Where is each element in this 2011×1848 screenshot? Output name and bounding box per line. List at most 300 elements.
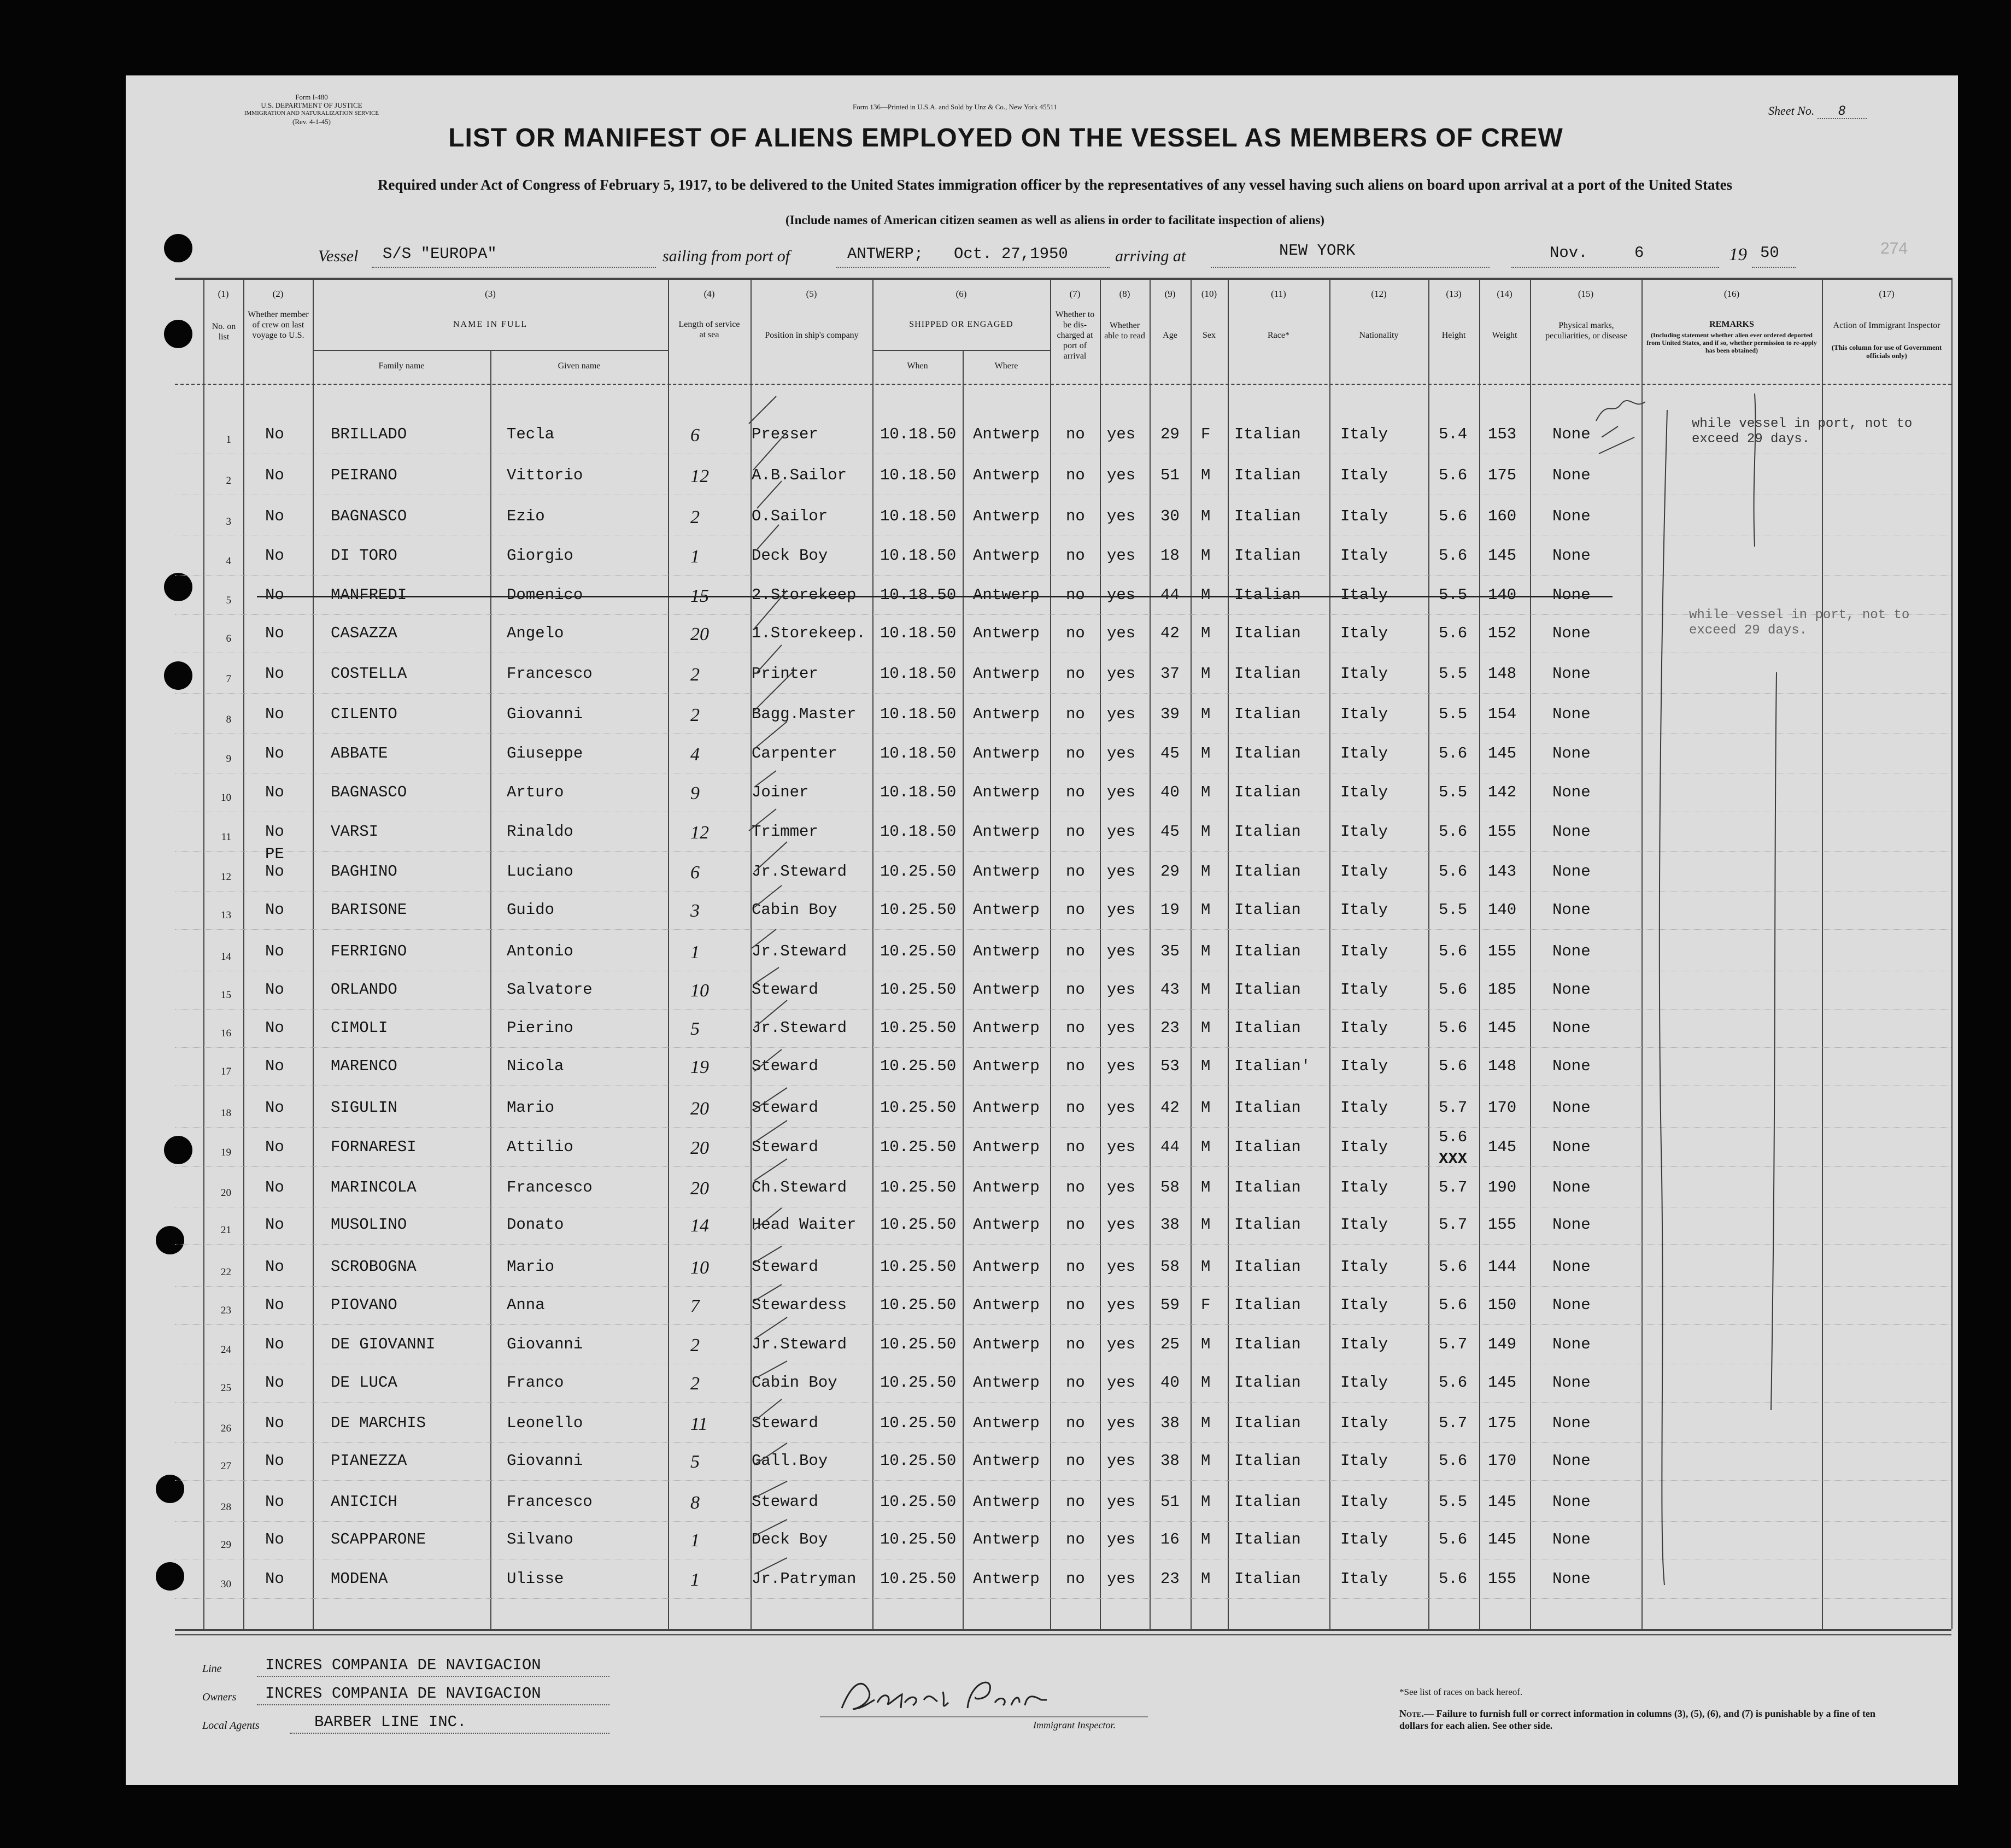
where-cell: Antwerp xyxy=(973,744,1040,762)
col-num: (4) xyxy=(703,289,715,299)
family-name-cell: MANFREDI xyxy=(331,586,407,604)
prev-voyage-cell: No xyxy=(265,1216,284,1234)
prev-voyage-cell: No xyxy=(265,1414,284,1432)
discharged-cell: no xyxy=(1066,507,1085,525)
prev-voyage-cell: No xyxy=(265,1335,284,1353)
physical-marks-cell: None xyxy=(1552,1374,1591,1392)
where-cell: Antwerp xyxy=(973,1570,1040,1588)
local-agents-value: BARBER LINE INC. xyxy=(314,1713,467,1731)
height-cell: 5.6 xyxy=(1439,981,1468,999)
physical-marks-cell: None xyxy=(1552,425,1591,443)
row-number: 7 xyxy=(226,673,231,685)
physical-marks-cell: None xyxy=(1552,1258,1591,1276)
weight-cell: 140 xyxy=(1488,586,1517,604)
discharged-cell: no xyxy=(1066,1414,1085,1432)
where-cell: Antwerp xyxy=(973,901,1040,919)
family-name-cell: BARISONE xyxy=(331,901,407,919)
height-cell: 5.6 xyxy=(1439,1452,1468,1470)
height-cell: 5.7 xyxy=(1439,1099,1468,1117)
family-name-cell: ORLANDO xyxy=(331,981,397,999)
prev-voyage-note: PE xyxy=(265,845,284,863)
given-name-cell: Attilio xyxy=(507,1138,573,1156)
height-cell: 5.6 xyxy=(1439,1374,1468,1392)
sex-cell: M xyxy=(1201,1178,1211,1196)
prev-voyage-cell: No xyxy=(265,744,284,762)
height-cell: 5.5 xyxy=(1439,783,1468,801)
length-service-cell: 2 xyxy=(690,1335,700,1356)
row-number: 10 xyxy=(221,792,231,803)
physical-marks-cell: None xyxy=(1552,705,1591,723)
race-cell: Italian xyxy=(1234,507,1301,525)
include-note: (Include names of American citizen seamen as well as aliens in order to facilitate inspection of aliens) xyxy=(785,213,1324,227)
age-cell: 30 xyxy=(1160,507,1180,525)
race-cell: Italian xyxy=(1234,1374,1301,1392)
when-cell: 10.18.50 xyxy=(880,783,957,801)
where-cell: Antwerp xyxy=(973,1335,1040,1353)
nationality-cell: Italy xyxy=(1340,586,1388,604)
length-service-cell: 9 xyxy=(690,783,700,803)
nationality-cell: Italy xyxy=(1340,665,1388,683)
position-cell: Presser xyxy=(752,425,818,443)
header-able-read: Whether able to read xyxy=(1104,321,1145,341)
given-name-cell: Giovanni xyxy=(507,1452,583,1470)
when-cell: 10.25.50 xyxy=(880,1296,957,1314)
row-number: 27 xyxy=(221,1460,231,1472)
where-cell: Antwerp xyxy=(973,624,1040,642)
year-suffix: 50 xyxy=(1760,244,1779,262)
row-number: 23 xyxy=(221,1305,231,1316)
nationality-cell: Italy xyxy=(1340,1414,1388,1432)
height-cell: 5.6 xyxy=(1439,1296,1468,1314)
able-read-cell: yes xyxy=(1107,1493,1136,1511)
position-cell: Jr.Steward xyxy=(752,863,847,881)
able-read-cell: yes xyxy=(1107,1530,1136,1548)
arrival-month: Nov. xyxy=(1550,244,1588,262)
age-cell: 43 xyxy=(1160,981,1180,999)
length-service-cell: 1 xyxy=(690,547,700,567)
race-cell: Italian xyxy=(1234,783,1301,801)
able-read-cell: yes xyxy=(1107,1216,1136,1234)
age-cell: 23 xyxy=(1160,1570,1180,1588)
sailing-date: Oct. 27,1950 xyxy=(954,245,1068,263)
discharged-cell: no xyxy=(1066,1530,1085,1548)
col-num: (8) xyxy=(1119,289,1130,299)
weight-cell: 152 xyxy=(1488,624,1517,642)
header-last-voyage: Whether member of crew on last voyage to U.S. xyxy=(248,310,309,340)
able-read-cell: yes xyxy=(1107,665,1136,683)
height-cell: 5.5 xyxy=(1439,705,1468,723)
race-cell: Italian xyxy=(1234,1493,1301,1511)
weight-cell: 155 xyxy=(1488,1216,1517,1234)
when-cell: 10.18.50 xyxy=(880,425,957,443)
weight-cell: 144 xyxy=(1488,1258,1517,1276)
age-cell: 44 xyxy=(1160,1138,1180,1156)
where-cell: Antwerp xyxy=(973,1019,1040,1037)
row-number: 26 xyxy=(221,1423,231,1434)
position-cell: Steward xyxy=(752,1414,818,1432)
header-name-in-full: NAME IN FULL xyxy=(453,320,527,329)
position-cell: Printer xyxy=(752,665,818,683)
length-service-cell: 20 xyxy=(690,624,709,644)
family-name-cell: FERRIGNO xyxy=(331,942,407,960)
given-name-cell: Luciano xyxy=(507,863,573,881)
page-subtitle: Required under Act of Congress of February 5, 1917, to be delivered to the United States immigration officer by the representatives of any vessel having such aliens on board upon arrival at a port of the United States xyxy=(377,177,1733,193)
sex-cell: F xyxy=(1201,1296,1211,1314)
weight-cell: 155 xyxy=(1488,942,1517,960)
sex-cell: M xyxy=(1201,1057,1211,1075)
position-cell: Steward xyxy=(752,981,818,999)
given-name-cell: Vittorio xyxy=(507,466,583,484)
row-number: 28 xyxy=(221,1501,231,1513)
position-cell: Jr.Steward xyxy=(752,942,847,960)
race-cell: Italian xyxy=(1234,901,1301,919)
prev-voyage-cell: No xyxy=(265,1138,284,1156)
nationality-cell: Italy xyxy=(1340,863,1388,881)
race-cell: Italian xyxy=(1234,1019,1301,1037)
vessel-label: Vessel xyxy=(318,247,359,265)
age-cell: 53 xyxy=(1160,1057,1180,1075)
department: U.S. DEPARTMENT OF JUSTICE xyxy=(261,101,362,109)
nationality-cell: Italy xyxy=(1340,744,1388,762)
nationality-cell: Italy xyxy=(1340,1452,1388,1470)
weight-cell: 154 xyxy=(1488,705,1517,723)
note-label: Note.— xyxy=(1399,1708,1434,1719)
prev-voyage-cell: No xyxy=(265,1019,284,1037)
discharged-cell: no xyxy=(1066,1493,1085,1511)
prev-voyage-cell: No xyxy=(265,1099,284,1117)
prev-voyage-cell: No xyxy=(265,1493,284,1511)
length-service-cell: 14 xyxy=(690,1216,709,1236)
sex-cell: M xyxy=(1201,863,1211,881)
position-cell: Trimmer xyxy=(752,823,818,841)
discharged-cell: no xyxy=(1066,942,1085,960)
sex-cell: M xyxy=(1201,1216,1211,1234)
sex-cell: M xyxy=(1201,547,1211,565)
race-cell: Italian xyxy=(1234,586,1301,604)
header-action-inspector: Action of Immigrant Inspector xyxy=(1833,321,1940,330)
height-cell: 5.5 xyxy=(1439,665,1468,683)
row-number: 3 xyxy=(226,516,231,527)
arrival-port: NEW YORK xyxy=(1279,242,1356,260)
race-cell: Italian xyxy=(1234,1335,1301,1353)
sex-cell: M xyxy=(1201,901,1211,919)
family-name-cell: DE LUCA xyxy=(331,1374,397,1392)
length-service-cell: 12 xyxy=(690,823,709,843)
where-cell: Antwerp xyxy=(973,942,1040,960)
position-cell: Cabin Boy xyxy=(752,1374,837,1392)
height-cell: 5.4 xyxy=(1439,425,1468,443)
local-agents-label: Local Agents xyxy=(202,1720,260,1732)
given-name-cell: Giorgio xyxy=(507,547,573,565)
able-read-cell: yes xyxy=(1107,901,1136,919)
sex-cell: M xyxy=(1201,981,1211,999)
nationality-cell: Italy xyxy=(1340,507,1388,525)
col-num: (1) xyxy=(218,289,229,299)
discharged-cell: no xyxy=(1066,665,1085,683)
position-cell: 1.Storekeep. xyxy=(752,624,866,642)
length-service-cell: 20 xyxy=(690,1178,709,1199)
family-name-cell: SCAPPARONE xyxy=(331,1530,426,1548)
prev-voyage-cell: No xyxy=(265,1452,284,1470)
row-number: 18 xyxy=(221,1107,231,1119)
when-cell: 10.25.50 xyxy=(880,1570,957,1588)
where-cell: Antwerp xyxy=(973,1530,1040,1548)
height-cell: 5.6 xyxy=(1439,1530,1468,1548)
inspector-label: Immigrant Inspector. xyxy=(1033,1720,1116,1730)
height-struck-mark: XXX xyxy=(1439,1150,1468,1168)
position-cell: Steward xyxy=(752,1057,818,1075)
prev-voyage-cell: No xyxy=(265,1057,284,1075)
departure-port: ANTWERP; xyxy=(847,245,924,263)
given-name-cell: Francesco xyxy=(507,665,593,683)
able-read-cell: yes xyxy=(1107,981,1136,999)
length-service-cell: 20 xyxy=(690,1099,709,1119)
family-name-cell: MARENCO xyxy=(331,1057,397,1075)
nationality-cell: Italy xyxy=(1340,1216,1388,1234)
when-cell: 10.18.50 xyxy=(880,547,957,565)
position-cell: Gall.Boy xyxy=(752,1452,828,1470)
physical-marks-cell: None xyxy=(1552,1178,1591,1196)
where-cell: Antwerp xyxy=(973,1296,1040,1314)
nationality-cell: Italy xyxy=(1340,425,1388,443)
given-name-cell: Ulisse xyxy=(507,1570,564,1588)
able-read-cell: yes xyxy=(1107,1138,1136,1156)
age-cell: 29 xyxy=(1160,425,1180,443)
sex-cell: M xyxy=(1201,1335,1211,1353)
where-cell: Antwerp xyxy=(973,863,1040,881)
physical-marks-cell: None xyxy=(1552,1057,1591,1075)
height-cell: 5.6 xyxy=(1439,744,1468,762)
prev-voyage-cell: No xyxy=(265,466,284,484)
able-read-cell: yes xyxy=(1107,1057,1136,1075)
given-name-cell: Domenico xyxy=(507,586,583,604)
length-service-cell: 2 xyxy=(690,665,700,685)
row-number: 15 xyxy=(221,989,231,1001)
where-cell: Antwerp xyxy=(973,1138,1040,1156)
age-cell: 59 xyxy=(1160,1296,1180,1314)
age-cell: 42 xyxy=(1160,624,1180,642)
able-read-cell: yes xyxy=(1107,1099,1136,1117)
where-cell: Antwerp xyxy=(973,1493,1040,1511)
sex-cell: M xyxy=(1201,1138,1211,1156)
weight-cell: 190 xyxy=(1488,1178,1517,1196)
physical-marks-cell: None xyxy=(1552,863,1591,881)
position-cell: Carpenter xyxy=(752,744,837,762)
col-num: (13) xyxy=(1446,289,1462,299)
weight-cell: 145 xyxy=(1488,1493,1517,1511)
where-cell: Antwerp xyxy=(973,1414,1040,1432)
able-read-cell: yes xyxy=(1107,1296,1136,1314)
form-id: Form I-480 xyxy=(295,93,328,101)
age-cell: 18 xyxy=(1160,547,1180,565)
sex-cell: M xyxy=(1201,1414,1211,1432)
weight-cell: 148 xyxy=(1488,1057,1517,1075)
physical-marks-cell: None xyxy=(1552,1296,1591,1314)
col-num: (14) xyxy=(1497,289,1512,299)
weight-cell: 145 xyxy=(1488,1374,1517,1392)
given-name-cell: Tecla xyxy=(507,425,555,443)
prev-voyage-cell: No xyxy=(265,425,284,443)
family-name-cell: ANICICH xyxy=(331,1493,397,1511)
race-cell: Italian xyxy=(1234,981,1301,999)
length-service-cell: 20 xyxy=(690,1138,709,1158)
row-number: 14 xyxy=(221,951,231,963)
length-service-cell: 2 xyxy=(690,705,700,725)
race-cell: Italian xyxy=(1234,624,1301,642)
when-cell: 10.25.50 xyxy=(880,1374,957,1392)
header-remarks: REMARKS xyxy=(1709,320,1754,329)
when-cell: 10.25.50 xyxy=(880,942,957,960)
when-cell: 10.18.50 xyxy=(880,586,957,604)
row-number: 22 xyxy=(221,1266,231,1278)
nationality-cell: Italy xyxy=(1340,1493,1388,1511)
able-read-cell: yes xyxy=(1107,1374,1136,1392)
given-name-cell: Guido xyxy=(507,901,555,919)
height-cell: 5.6 xyxy=(1439,1128,1468,1146)
race-cell: Italian xyxy=(1234,1099,1301,1117)
col-num: (2) xyxy=(272,289,284,299)
physical-marks-cell: None xyxy=(1552,1493,1591,1511)
when-cell: 10.25.50 xyxy=(880,863,957,881)
race-cell: Italian xyxy=(1234,466,1301,484)
family-name-cell: DE GIOVANNI xyxy=(331,1335,436,1353)
weight-cell: 175 xyxy=(1488,1414,1517,1432)
col-num: (3) xyxy=(485,289,496,299)
discharged-cell: no xyxy=(1066,1452,1085,1470)
when-cell: 10.25.50 xyxy=(880,1099,957,1117)
height-cell: 5.6 xyxy=(1439,1019,1468,1037)
where-cell: Antwerp xyxy=(973,783,1040,801)
age-cell: 23 xyxy=(1160,1019,1180,1037)
age-cell: 58 xyxy=(1160,1178,1180,1196)
able-read-cell: yes xyxy=(1107,942,1136,960)
weight-cell: 140 xyxy=(1488,901,1517,919)
when-cell: 10.25.50 xyxy=(880,1178,957,1196)
position-cell: O.Sailor xyxy=(752,507,828,525)
family-name-cell: DI TORO xyxy=(331,547,397,565)
when-cell: 10.25.50 xyxy=(880,1493,957,1511)
prev-voyage-cell: No xyxy=(265,624,284,642)
discharged-cell: no xyxy=(1066,1138,1085,1156)
prev-voyage-cell: No xyxy=(265,1296,284,1314)
position-cell: Cabin Boy xyxy=(752,901,837,919)
header-physical-marks: Physical marks, peculiarities, or disease xyxy=(1545,321,1627,341)
position-cell: Stewardess xyxy=(752,1296,847,1314)
able-read-cell: yes xyxy=(1107,466,1136,484)
race-cell: Italian xyxy=(1234,665,1301,683)
header-age: Age xyxy=(1163,331,1177,340)
sex-cell: M xyxy=(1201,783,1211,801)
discharged-cell: no xyxy=(1066,1057,1085,1075)
prev-voyage-cell: No xyxy=(265,586,284,604)
header-given-name: Given name xyxy=(558,361,601,371)
form-revision: (Rev. 4-1-45) xyxy=(292,118,331,126)
row-number: 1 xyxy=(226,434,231,445)
discharged-cell: no xyxy=(1066,1099,1085,1117)
row-number: 13 xyxy=(221,910,231,921)
prev-voyage-cell: No xyxy=(265,507,284,525)
race-cell: Italian' xyxy=(1234,1057,1311,1075)
prev-voyage-cell: No xyxy=(265,942,284,960)
length-service-cell: 1 xyxy=(690,1530,700,1551)
where-cell: Antwerp xyxy=(973,425,1040,443)
able-read-cell: yes xyxy=(1107,863,1136,881)
weight-cell: 145 xyxy=(1488,744,1517,762)
given-name-cell: Leonello xyxy=(507,1414,583,1432)
race-cell: Italian xyxy=(1234,1178,1301,1196)
nationality-cell: Italy xyxy=(1340,942,1388,960)
where-cell: Antwerp xyxy=(973,1374,1040,1392)
physical-marks-cell: None xyxy=(1552,586,1591,604)
sex-cell: M xyxy=(1201,823,1211,841)
header-discharged: Whether to be dis-charged at port of arrival xyxy=(1055,310,1095,361)
discharged-cell: no xyxy=(1066,547,1085,565)
age-cell: 29 xyxy=(1160,863,1180,881)
discharged-cell: no xyxy=(1066,624,1085,642)
weight-cell: 155 xyxy=(1488,1570,1517,1588)
header-no-on-list: No. on list xyxy=(212,322,236,342)
able-read-cell: yes xyxy=(1107,586,1136,604)
discharged-cell: no xyxy=(1066,1335,1085,1353)
when-cell: 10.25.50 xyxy=(880,1057,957,1075)
when-cell: 10.25.50 xyxy=(880,1530,957,1548)
when-cell: 10.25.50 xyxy=(880,981,957,999)
age-cell: 58 xyxy=(1160,1258,1180,1276)
race-cell: Italian xyxy=(1234,547,1301,565)
family-name-cell: FORNARESI xyxy=(331,1138,417,1156)
physical-marks-cell: None xyxy=(1552,744,1591,762)
family-name-cell: COSTELLA xyxy=(331,665,407,683)
year-prefix: 19 xyxy=(1729,245,1747,265)
nationality-cell: Italy xyxy=(1340,981,1388,999)
discharged-cell: no xyxy=(1066,744,1085,762)
family-name-cell: BAGNASCO xyxy=(331,783,407,801)
position-cell: Steward xyxy=(752,1099,818,1117)
printer-note: Form 136—Printed in U.S.A. and Sold by Unz & Co., New York 45511 xyxy=(853,103,1057,111)
given-name-cell: Silvano xyxy=(507,1530,573,1548)
length-service-cell: 4 xyxy=(690,744,700,765)
discharged-cell: no xyxy=(1066,705,1085,723)
discharged-cell: no xyxy=(1066,1570,1085,1588)
height-cell: 5.5 xyxy=(1439,586,1468,604)
height-cell: 5.5 xyxy=(1439,901,1468,919)
position-cell: Joiner xyxy=(752,783,809,801)
position-cell: Jr.Patryman xyxy=(752,1570,857,1588)
weight-cell: 150 xyxy=(1488,1296,1517,1314)
position-cell: Deck Boy xyxy=(752,547,828,565)
race-cell: Italian xyxy=(1234,1296,1301,1314)
age-cell: 44 xyxy=(1160,586,1180,604)
row-number: 20 xyxy=(221,1187,231,1199)
race-cell: Italian xyxy=(1234,863,1301,881)
header-action-note: (This column for use of Government officials only) xyxy=(1831,343,1942,360)
weight-cell: 185 xyxy=(1488,981,1517,999)
weight-cell: 142 xyxy=(1488,783,1517,801)
family-name-cell: BAGNASCO xyxy=(331,507,407,525)
nationality-cell: Italy xyxy=(1340,1019,1388,1037)
given-name-cell: Salvatore xyxy=(507,981,593,999)
race-cell: Italian xyxy=(1234,425,1301,443)
prev-voyage-cell: No xyxy=(265,1258,284,1276)
discharged-cell: no xyxy=(1066,863,1085,881)
length-service-cell: 10 xyxy=(690,1258,709,1278)
discharged-cell: no xyxy=(1066,1216,1085,1234)
prev-voyage-cell: No xyxy=(265,823,284,841)
age-cell: 51 xyxy=(1160,466,1180,484)
where-cell: Antwerp xyxy=(973,507,1040,525)
where-cell: Antwerp xyxy=(973,705,1040,723)
discharged-cell: no xyxy=(1066,1374,1085,1392)
